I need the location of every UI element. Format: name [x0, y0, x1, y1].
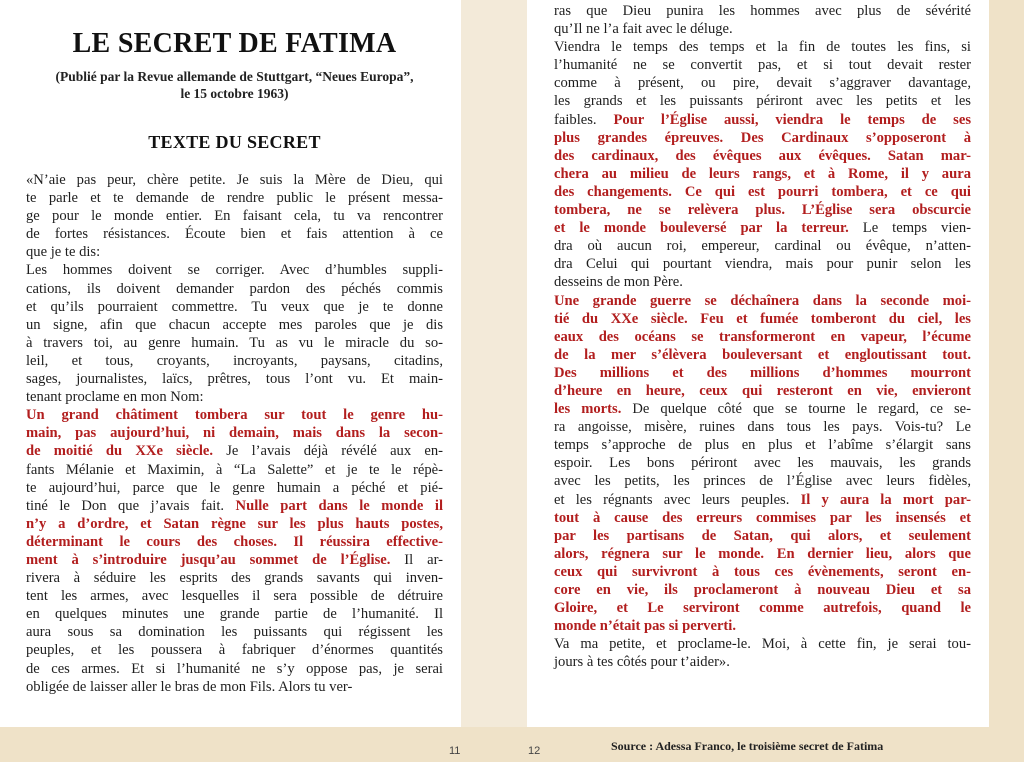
text-line	[554, 219, 971, 237]
body-text: qu’Il ne l’a fait avec le déluge.	[554, 21, 733, 38]
text-line	[554, 2, 971, 20]
text-line	[26, 678, 443, 696]
text-line	[554, 617, 971, 635]
body-text: Le temps vien-	[848, 220, 972, 237]
body-text: ge pour le monde entier. En faisant cela, tu va rencontrer	[26, 208, 443, 225]
document-title: LE SECRET DE FATIMA	[72, 28, 397, 59]
text-line	[26, 515, 443, 533]
body-text: tiné le Don que j’avais fait.	[26, 497, 236, 514]
text-line	[26, 298, 443, 316]
body-text: aura sous sa domination les puissants qui régissent les	[26, 624, 443, 641]
emphasis-text: par les partisans de Satan, qui alors, et seulement	[554, 527, 971, 544]
body-text: espoir. Les bons périront avec les mauvais, les grands	[554, 455, 971, 472]
text-line	[554, 635, 971, 653]
text-line	[554, 653, 971, 671]
emphasis-text: les morts.	[554, 401, 622, 418]
body-text: en quelques minutes une grande partie de l’humanité. Il	[26, 606, 443, 623]
text-line	[26, 479, 443, 497]
body-text: dra où aucun roi, empereur, cardinal ou évêque, n’atten-	[554, 238, 971, 255]
text-line	[554, 364, 971, 382]
emphasis-text: eaux des océans se transformeront en vapeur, l’écume	[554, 328, 971, 345]
text-line	[26, 352, 443, 370]
text-line	[26, 461, 443, 479]
body-text: cations, ils doivent demander pardon des péchés commis	[26, 280, 443, 297]
text-line	[554, 599, 971, 617]
text-line	[554, 581, 971, 599]
body-text: ras que Dieu punira les hommes avec plus de sévérité	[554, 3, 971, 19]
text-line	[26, 225, 443, 243]
text-line	[554, 237, 971, 255]
source-caption: Source : Adessa Franco, le troisième secret de Fatima	[611, 739, 884, 753]
body-text: et les régnants avec leurs peuples.	[554, 491, 801, 508]
right-page	[527, 0, 989, 727]
text-line	[26, 207, 443, 225]
text-line	[554, 527, 971, 545]
body-text: te aujourd’hui, parce que le genre humain a péché et pié-	[26, 479, 443, 496]
body-text: que je te dis:	[26, 244, 101, 261]
emphasis-text: chera au milieu de leurs rangs, et à Rome, il y aura	[554, 165, 971, 182]
text-line	[554, 545, 971, 563]
emphasis-text: ment à s’introduire jusqu’au sommet de l’Église.	[26, 551, 391, 568]
body-text: dra Celui qui pourtant viendra, mais pour punir selon les	[554, 256, 971, 273]
body-text: obligée de laisser aller le bras de mon Fils. Alors tu ver-	[26, 678, 353, 695]
text-line	[26, 623, 443, 641]
text-line	[554, 382, 971, 400]
emphasis-text: alors, régnera sur le monde. En dernier lieu, alors que	[554, 545, 971, 562]
text-line	[26, 243, 443, 261]
body-text: faibles.	[554, 111, 614, 128]
text-line	[26, 641, 443, 659]
body-text: rivera à séduire les esprits des grands savants qui inven-	[26, 570, 443, 587]
body-text: temps s’approche de plus en plus et l’abîme s’élargit sans	[554, 437, 971, 454]
text-line	[554, 292, 971, 310]
text-line	[554, 183, 971, 201]
emphasis-text: main, pas aujourd’hui, ni demain, mais dans la secon-	[26, 425, 443, 442]
body-text: de fortes résistances. Écoute bien et fais attention à ce	[26, 226, 443, 243]
body-text: de ces armes. Et si l’humanité ne s’y oppose pas, je serai	[26, 660, 443, 677]
body-text: les grands et les puissants périront avec les petits et les	[554, 93, 971, 110]
text-line	[554, 92, 971, 110]
text-line	[554, 328, 971, 346]
text-line	[554, 509, 971, 527]
emphasis-text: Pour l’Église aussi, viendra le temps de ses	[613, 111, 972, 128]
text-line	[554, 201, 971, 219]
body-text: et qu’ils pourraient commettre. Tu veux que je te donne	[26, 298, 443, 315]
publication-note	[26, 68, 443, 102]
text-line	[26, 442, 443, 460]
text-line	[26, 605, 443, 623]
text-line	[26, 569, 443, 587]
body-text: un signe, afin que chacun accepte mes paroles que je dis	[26, 316, 443, 333]
text-line	[554, 74, 971, 92]
body-text: Il ar-	[390, 551, 443, 568]
text-line	[554, 111, 971, 129]
text-line	[26, 334, 443, 352]
emphasis-text: de moitié du XXe siècle.	[26, 443, 214, 460]
body-text: Je l’avais déjà révélé aux en-	[213, 443, 444, 460]
publication-note-line-2: le 15 octobre 1963)	[180, 86, 289, 101]
emphasis-text: d’heure en heure, ceux qui resteront en vie, envieront	[554, 382, 971, 399]
emphasis-text: ceux qui survivront à tous ces évènements, seront en-	[554, 563, 971, 580]
text-line	[554, 165, 971, 183]
body-text: leil, et tous, croyants, incroyants, paysans, citadins,	[26, 352, 443, 369]
body-text: tenant proclame en mon Nom:	[26, 389, 204, 406]
text-line	[554, 147, 971, 165]
text-line	[554, 491, 971, 509]
text-line	[554, 56, 971, 74]
text-line	[554, 129, 971, 147]
body-text: te parle et te demande de rendre public le présent messa-	[26, 190, 443, 207]
emphasis-text: déterminant le cours des choses. Il réussira effective-	[26, 533, 443, 550]
emphasis-text: Des millions et des millions d’hommes mourront	[554, 364, 971, 381]
emphasis-text: de la mer s’élèvera bouleversant et engloutissant tout.	[554, 346, 971, 363]
body-text: ra angoisse, misère, ruines dans tous les pays. Vois-tu? Le	[554, 419, 971, 436]
emphasis-text: tout à cause des erreurs commises par les insensés et	[554, 509, 971, 526]
emphasis-text: monde n’était pas si perverti.	[554, 618, 736, 635]
body-text: «N’aie pas peur, chère petite. Je suis la Mère de Dieu, qui	[26, 172, 443, 188]
text-line	[26, 424, 443, 442]
text-line	[554, 38, 971, 56]
text-line	[554, 20, 971, 38]
text-line	[26, 587, 443, 605]
text-line	[26, 370, 443, 388]
text-line	[554, 310, 971, 328]
emphasis-text: plus grandes épreuves. Des Cardinaux s’opposeront à	[554, 129, 971, 146]
emphasis-text: Gloire, et Le serviront comme autrefois, quand le	[554, 600, 971, 617]
text-line	[554, 346, 971, 364]
text-line	[26, 171, 443, 189]
text-line	[26, 533, 443, 551]
left-page-body	[26, 171, 443, 696]
text-line	[26, 660, 443, 678]
body-text: De quelque côté que se tourne le regard, ce se-	[621, 401, 972, 418]
emphasis-text: tié du XXe siècle. Feu et fumée tomberont du ciel, les	[554, 310, 971, 327]
section-heading: TEXTE DU SECRET	[148, 132, 321, 152]
emphasis-text: des changements. Ce qui est pourri tombera, et ce qui	[554, 183, 971, 200]
body-text: Les hommes doivent se corriger. Avec d’humbles suppli-	[26, 262, 443, 279]
emphasis-text: des cardinaux, des évêques aux évêques. Satan mar-	[554, 147, 971, 164]
text-line	[554, 436, 971, 454]
emphasis-text: Nulle part dans le monde il	[235, 497, 443, 514]
body-text: sages, journalistes, laïcs, prêtres, tous l’ont vu. Et main-	[26, 371, 443, 388]
text-line	[26, 551, 443, 569]
right-page-body	[554, 2, 971, 671]
text-line	[554, 563, 971, 581]
body-text: jours à tes côtés pour t’aider».	[554, 654, 730, 671]
body-text: peuples, et les poussera à fabriquer d’énormes quantités	[26, 642, 443, 659]
emphasis-text: core en vie, ils proclameront à nouveau Dieu et sa	[554, 582, 971, 598]
emphasis-text: Une grande guerre se déchaînera dans la seconde moi-	[554, 292, 971, 309]
text-line	[26, 261, 443, 279]
text-line	[554, 255, 971, 273]
page-number-right: 12	[528, 745, 541, 757]
emphasis-text: Il y aura la mort par-	[800, 491, 972, 508]
text-line	[26, 388, 443, 406]
body-text: Viendra le temps des temps et la fin de toutes les fins, si	[554, 39, 971, 56]
page-number-left: 11	[449, 745, 461, 757]
emphasis-text: Un grand châtiment tombera sur tout le genre hu-	[26, 407, 443, 424]
text-line	[554, 400, 971, 418]
body-text: desseins de mon Père.	[554, 274, 683, 291]
text-line	[26, 316, 443, 334]
book-gutter	[461, 0, 527, 727]
text-line	[554, 273, 971, 291]
text-line	[554, 418, 971, 436]
text-line	[26, 189, 443, 207]
body-text: Va ma petite, et proclame-le. Moi, à cette fin, je serai tou-	[554, 636, 971, 653]
emphasis-text: et le monde bouleversé par la terreur.	[554, 220, 849, 237]
body-text: fants Mélanie et Maximin, à “La Salette” et je te le répè-	[26, 461, 443, 478]
text-line	[26, 280, 443, 298]
emphasis-text: n’y a d’ordre, et Satan règne sur les plus hauts postes,	[26, 515, 443, 532]
emphasis-text: tombera, ne se relèvera plus. L’Église sera obscurcie	[554, 202, 971, 219]
publication-note-line-1: (Publié par la Revue allemande de Stuttgart, “Neues Europa”,	[55, 69, 414, 84]
body-text: à travers toi, au genre humain. Tu as vu le miracle du so-	[26, 334, 443, 351]
text-line	[554, 472, 971, 490]
left-page	[0, 0, 461, 727]
body-text: comme à présent, ou pire, devait s’aggraver davantage,	[554, 75, 971, 92]
text-line	[26, 497, 443, 515]
body-text: tent les armes, avec lesquelles il sera possible de détruire	[26, 588, 443, 605]
text-line	[554, 454, 971, 472]
body-text: avec les petits, les princes de l’Église avec leurs fidèles,	[554, 473, 971, 490]
body-text: l’humanité ne se convertit pas, et si tout devait rester	[554, 57, 971, 74]
text-line	[26, 406, 443, 424]
